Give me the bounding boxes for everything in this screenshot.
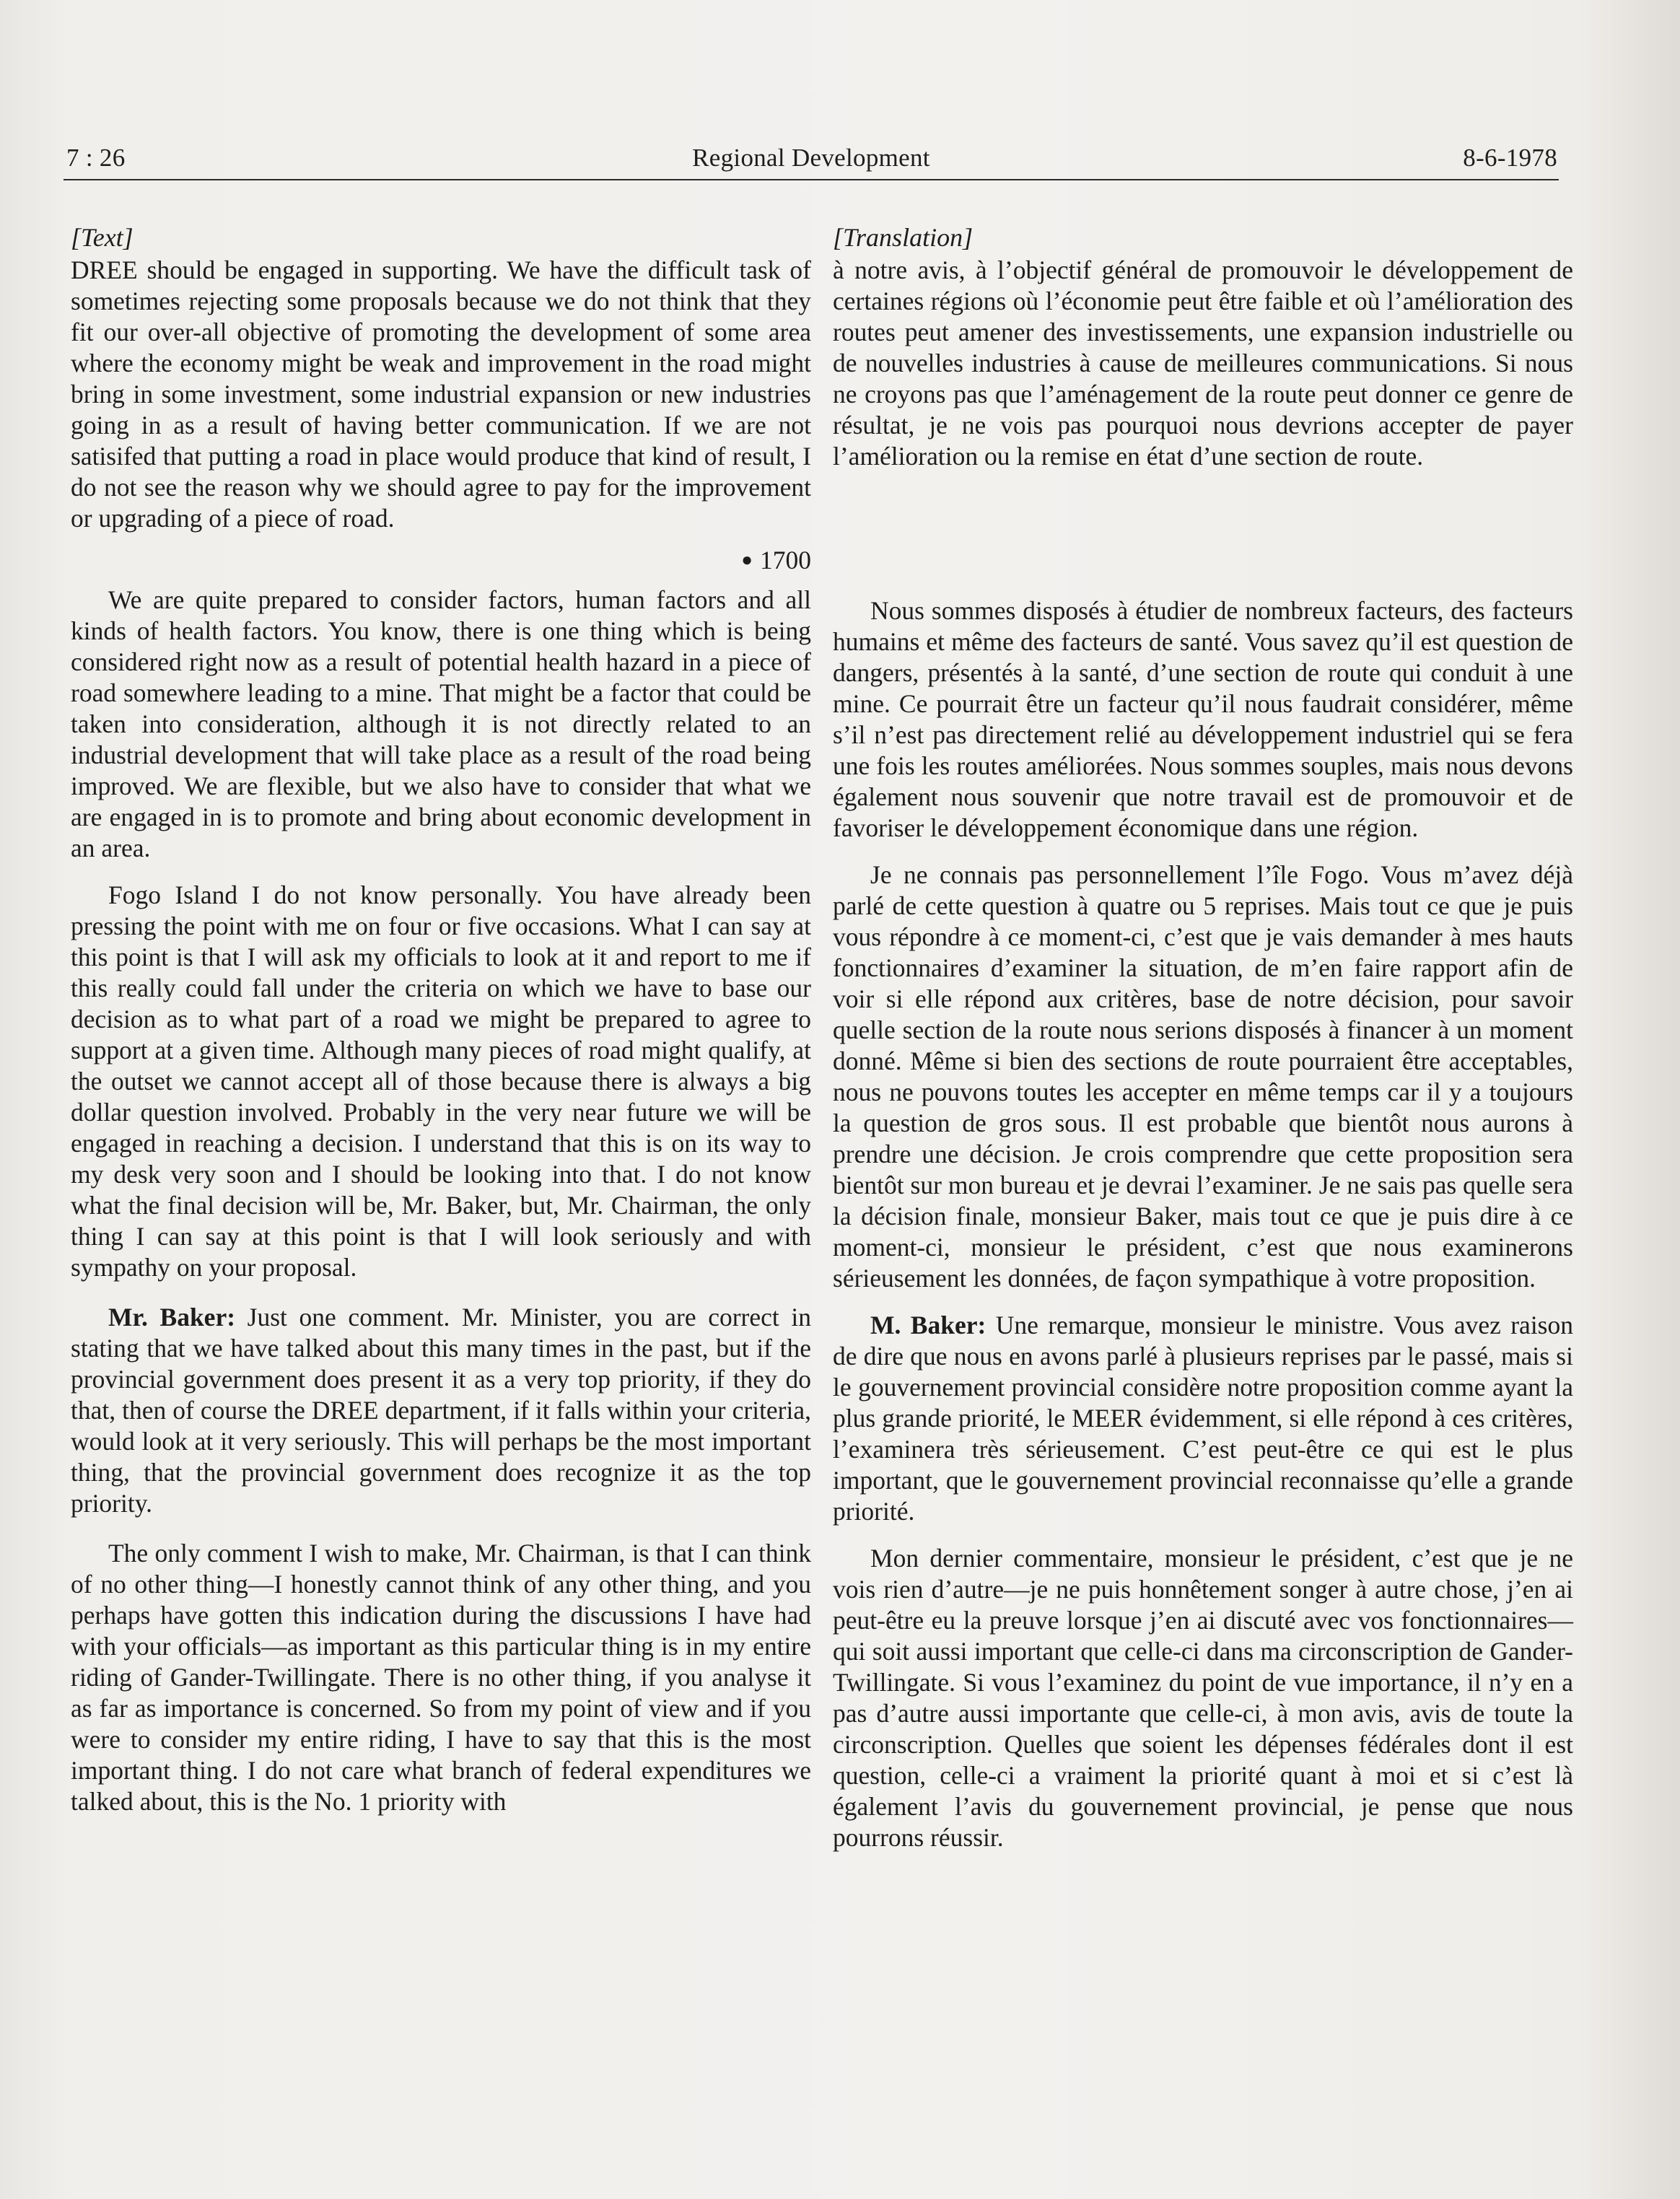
page-number: 7 : 26 <box>66 144 126 172</box>
paragraph-5: Mon dernier commentaire, monsieur le président, c’est que je ne vois rien d’autre—je ne puis honnêtement songer à autre chose, j’en ai peut-être eu la preuve lorsque j’en ai discuté avec vos fonctionnaires—qui soit aussi important que celle-ci dans ma circonscription de Gander-Twillingate. Si vous l’examinez du point de vue importance, il n’y en a pas d’autre aussi importante que celle-ci, à mon avis, avis de toute la circonscription. Quelles que soient les dépenses fédérales dont il est question, celle-ci a vraiment la priorité quant à moi et si c’est là également l’avis du gouvernement provincial, je pense que nous pourrons réussir. <box>833 1544 1573 1852</box>
paragraph-3: Je ne connais pas personnellement l’île Fogo. Vous m’avez déjà parlé de cette question à quatre ou 5 reprises. Mais tout ce que je puis vous répondre à ce moment-ci, c’est que je vais demander à mes hauts fonctionnaires d’examiner la situation, de m’en faire rapport afin de voir si elle répond aux critères, base de notre décision, pour savoir quelle section de la route nous serions disposés à financer à un moment donné. Même si bien des sections de route pourraient être acceptables, nous ne pouvons toutes les accepter en même temps car il y a toujours la question de gros sous. Il est probable que bientôt nous aurons à prendre une décision. Je crois comprendre que cette proposition sera bientôt sur mon bureau et je devrai l’examiner. Je ne sais pas quelle sera la décision finale, monsieur Baker, mais tout ce que je puis dire à ce moment-ci, monsieur le président, c’est que nous examinerons sérieusement les données, de façon sympathique à votre proposition. <box>833 860 1573 1293</box>
bullet-icon: ● <box>741 549 753 570</box>
paragraph-3: Fogo Island I do not know personally. You have already been pressing the point with me on four or five occasions. What I can say at this point is that I will ask my officials to look at it and report to me if this really could fall under the criteria on which we have to base our decision as to what part of a road we might be prepared to agree to support at a given time. Although many pieces of road might qualify, at the outset we cannot accept all of those because there is always a big dollar question involved. Probably in the very near future we will be engaged in reaching a decision. I understand that this is on its way to my desk very soon and I should be looking into that. I do not know what the final decision will be, Mr. Baker, but, Mr. Chairman, the only thing I can say at this point is that I will look seriously and with sympathy on your proposal. <box>71 880 811 1282</box>
speaker-name: M. Baker: <box>870 1311 986 1339</box>
meeting-date: 8-6-1978 <box>1463 144 1557 172</box>
running-title: Regional Development <box>692 144 930 172</box>
translation-marker: [Translation] <box>833 223 974 252</box>
french-column <box>833 222 1573 1853</box>
page-header <box>64 141 1559 180</box>
paragraph-1: à notre avis, à l’objectif général de promouvoir le développement de certaines régions où l’économie peut être faible et où l’amélioration des routes peut amener des investissements, une expansion industrielle ou de nouvelles industries à cause de meilleures communications. Si nous ne croyons pas que l’aménagement de la route peut donner ce genre de résultat, je ne vois pas pourquoi nous devrions accepter de payer l’amélioration ou la remise en état d’une section de route. <box>833 255 1573 471</box>
paragraph-4-text: Just one comment. Mr. Minister, you are correct in stating that we have talked about this many times in the past, but if the provincial government does present it as a very top priority, if they do that, then of course the DREE department, if it falls within your criteria, would look at it very seriously. This will perhaps be the most important thing, that the provincial government does recognize it as the top priority. <box>71 1303 811 1518</box>
time-stamp <box>71 544 811 576</box>
english-column <box>71 222 811 1817</box>
paragraph-1: DREE should be engaged in supporting. We have the difficult task of sometimes rejecting some proposals because we do not think that they fit our over-all objective of promoting the development of some area where the economy might be weak and improvement in the road might bring in some investment, some industrial expansion or new industries going in as a result of having better communication. If we are not satisifed that putting a road in place would produce that kind of result, I do not see the reason why we should agree to pay for the improvement or upgrading of a piece of road. <box>71 255 811 533</box>
speaker-name: Mr. Baker: <box>108 1303 236 1332</box>
paragraph-2: We are quite prepared to consider factors, human factors and all kinds of health factors. You know, there is one thing which is being considered right now as a result of potential health hazard in a piece of road somewhere leading to a mine. That might be a factor that could be taken into consideration, although it is not directly related to an industrial development that will take place as a result of the road being improved. We are flexible, but we also have to consider that what we are engaged in is to promote and bring about economic development in an area. <box>71 585 811 862</box>
paragraph-4 <box>71 1302 811 1519</box>
text-marker: [Text] <box>71 223 134 252</box>
paragraph-4 <box>833 1310 1573 1527</box>
paragraph-2: Nous sommes disposés à étudier de nombreux facteurs, des facteurs humains et même des facteurs de santé. Vous savez qu’il est question de dangers, présentés à la santé, d’une section de route qui conduit à une mine. Ce pourrait être un facteur qu’il nous faudrait considérer, même s’il n’est pas directement relié au développement industriel qui se fera une fois les routes améliorées. Nous sommes souples, mais nous devons également nous souvenir que notre travail est de promouvoir et de favoriser le développement économique dans une région. <box>833 596 1573 842</box>
time-value: 1700 <box>760 546 811 574</box>
paragraph-5: The only comment I wish to make, Mr. Chairman, is that I can think of no other thing—I honestly cannot think of any other thing, and you perhaps have gotten this indication during the discussions I have had with your officials—as important as this particular thing is in my entire riding of Gander-Twillingate. There is no other thing, if you analyse it as far as importance is concerned. So from my point of view and if you were to consider my entire riding, I have to say that this is the most important thing. I do not care what branch of federal expenditures we talked about, this is the No. 1 priority with <box>71 1539 811 1816</box>
paragraph-4-text: Une remarque, monsieur le ministre. Vous avez raison de dire que nous en avons parlé à plusieurs reprises par le passé, mais si le gouvernement provincial considère notre proposition comme ayant la plus grande priorité, le MEER évidemment, si elle répond à ces critères, l’examinera très sérieusement. C’est peut-être ce qui est le plus important, que le gouvernement provincial reconnaisse qu’elle a grande priorité. <box>833 1311 1573 1526</box>
